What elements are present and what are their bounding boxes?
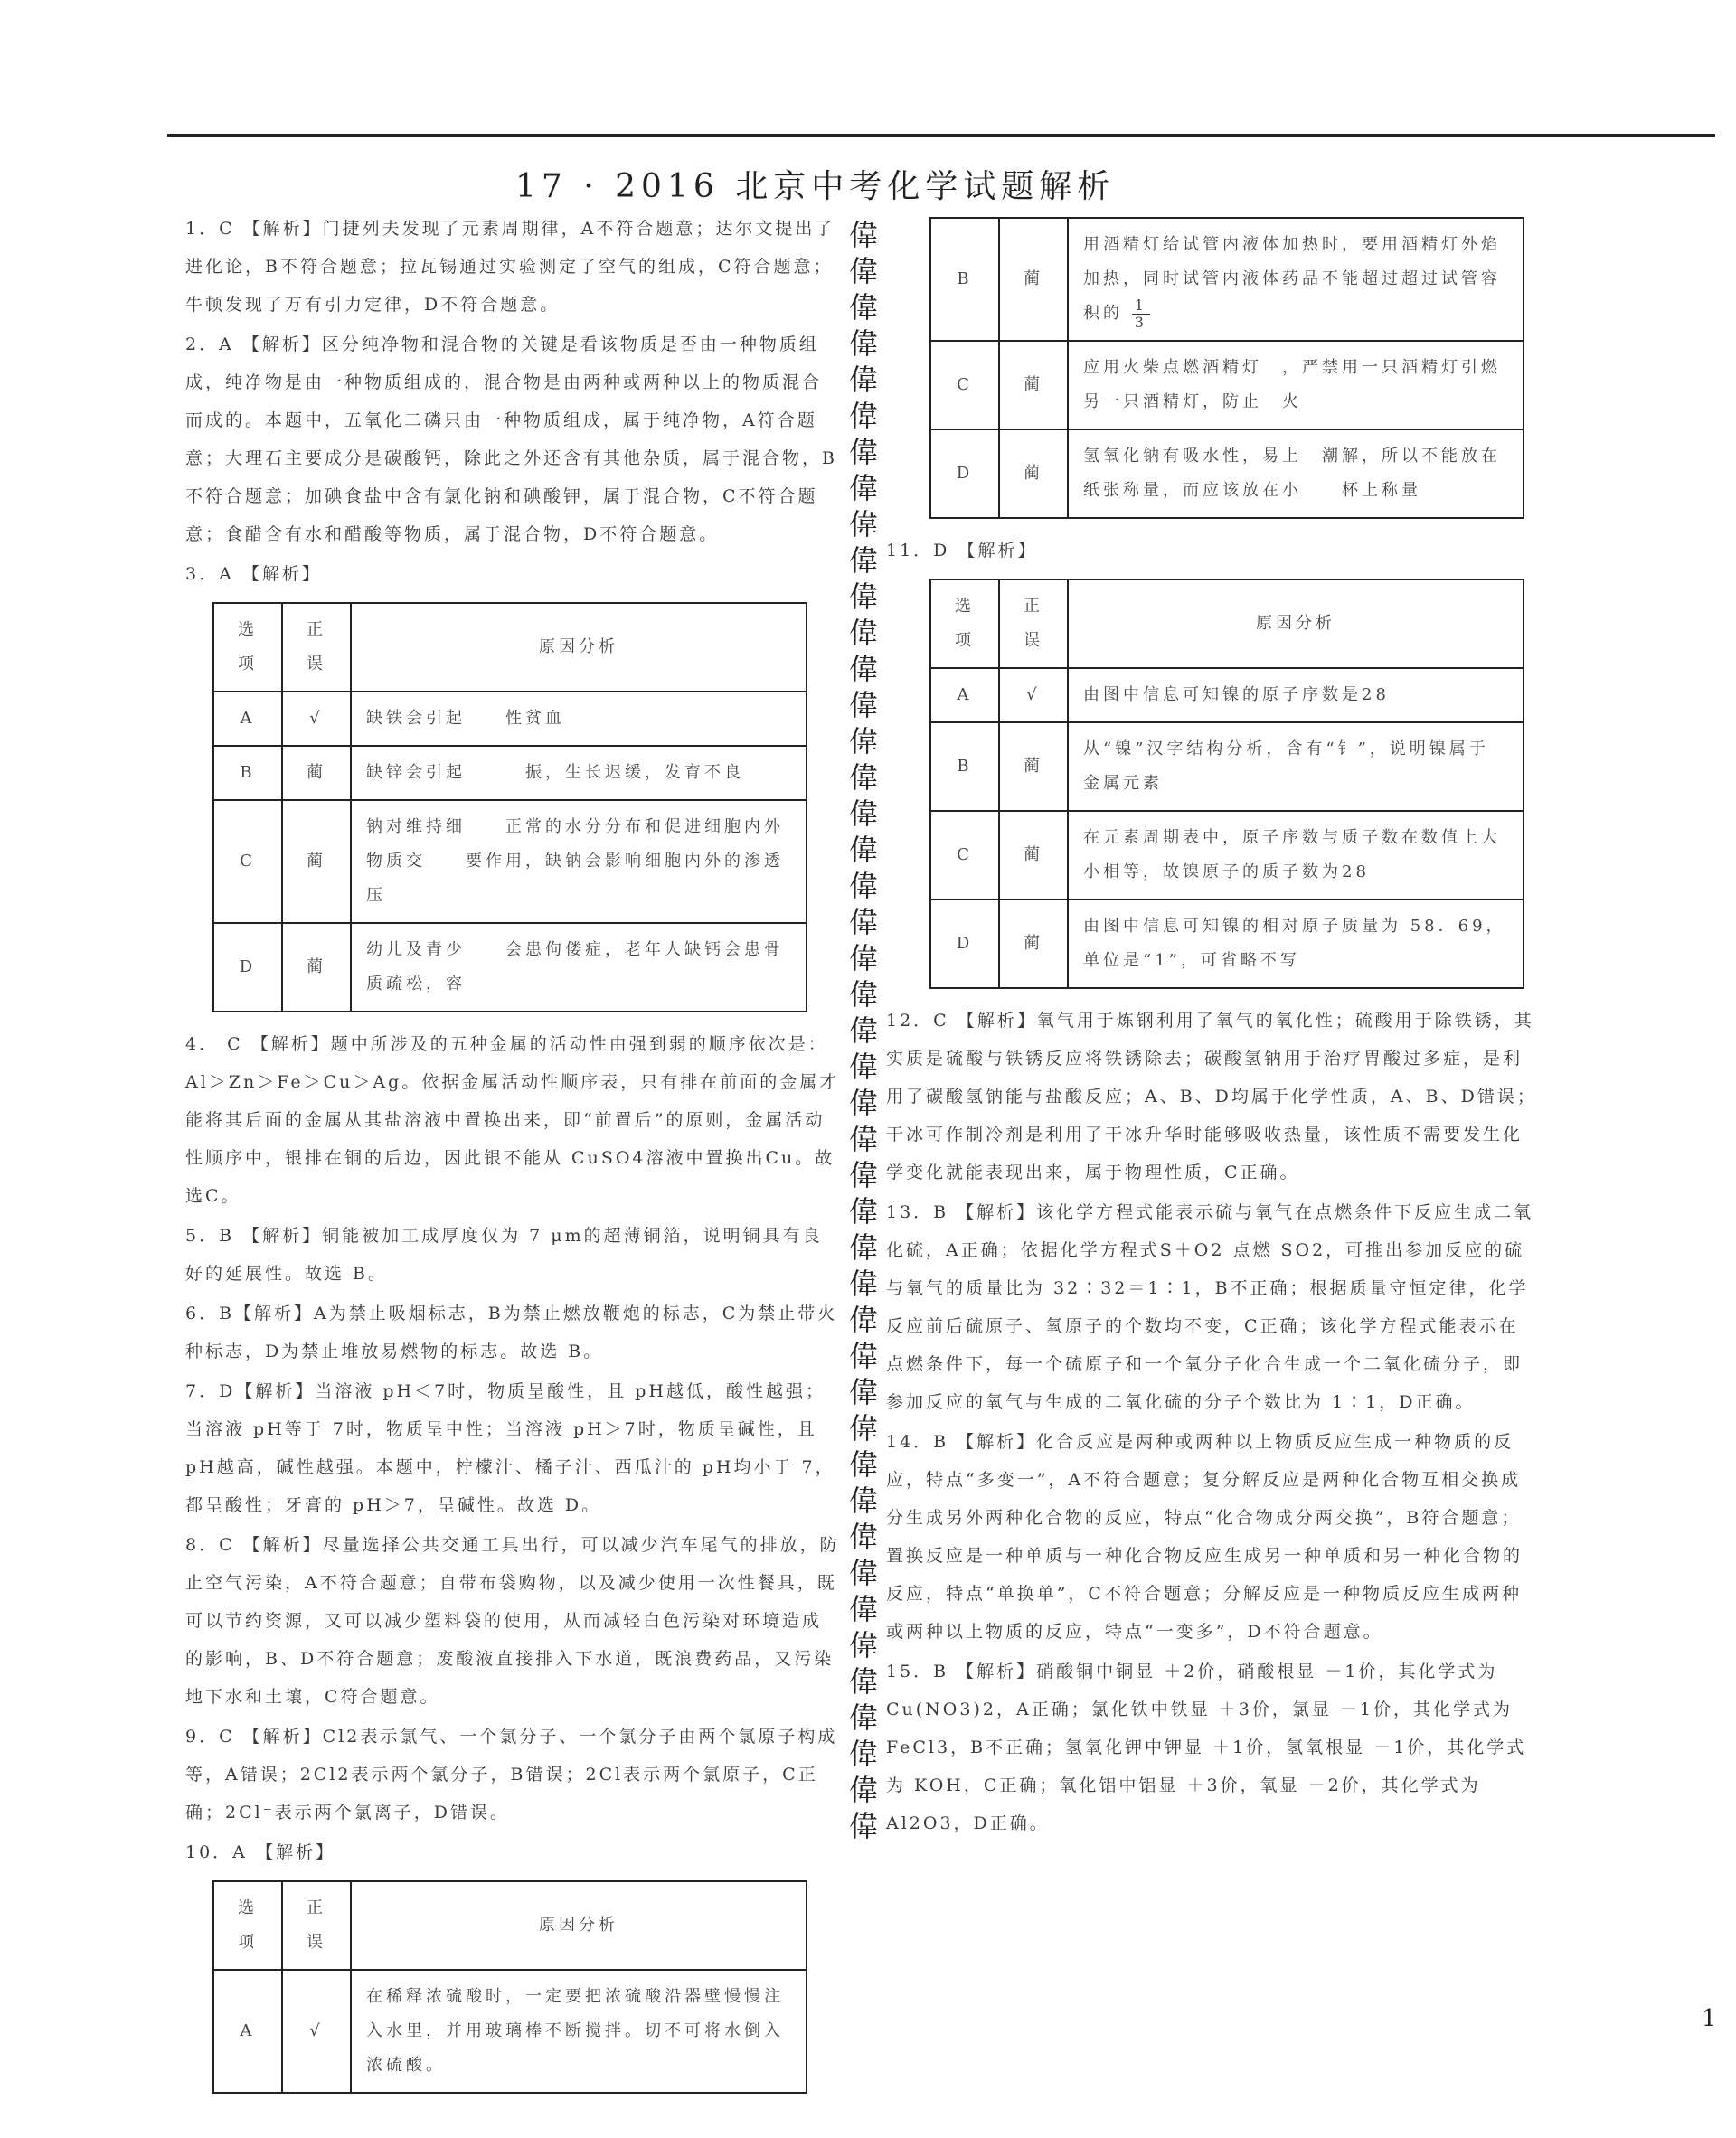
correctness-cell: 蔺 (282, 746, 351, 800)
reason-cell: 由图中信息可知镍的原子序数是28 (1068, 668, 1524, 722)
sidebar-glyph: 偉 (848, 1592, 878, 1626)
sidebar-glyph: 偉 (848, 1267, 878, 1301)
header-reason: 原因分析 (1068, 579, 1524, 668)
table-row (930, 218, 1524, 341)
sidebar-glyph: 偉 (848, 1230, 878, 1265)
sidebar-glyph: 偉 (848, 1773, 878, 1807)
answer-5: 5．B 【解析】铜能被加工成厚度仅为 7 μm的超薄铜箔，说明铜具有良好的延展性。故选 B。 (185, 1226, 823, 1284)
answer-2: 2．A 【解析】区分纯净物和混合物的关键是看该物质是否由一种物质组成，纯净物是由一种物质组成的，混合物是由两种或两种以上的物质混合而成的。本题中，五氧化二磷只由一种物质组成，属于纯净物，A符合题意；大理石主要成分是碳酸钙，除此之外还含有其他杂质，属于混合物，B不符合题意；加碘食盐中含有氯化钠和碘酸钾，属于混合物，C不符合题意；食醋含有水和醋酸等物质，属于混合物，D不符合题意。 (185, 334, 837, 544)
answer-1: 1．C 【解析】门捷列夫发现了元素周期律，A不符合题意；达尔文提出了进化论，B不符合题意；拉瓦锡通过实验测定了空气的组成，C符合题意；牛顿发现了万有引力定律，D不符合题意。 (185, 219, 835, 315)
sidebar-glyph: 偉 (848, 1556, 878, 1590)
table-row (930, 341, 1524, 429)
option-cell: D (930, 429, 999, 518)
sidebar-glyph: 偉 (848, 290, 878, 325)
sidebar-glyph: 偉 (848, 833, 878, 867)
sidebar-glyph: 偉 (848, 543, 878, 578)
answer-12: 12．C 【解析】氧气用于炼钢利用了氧气的氧化性；硫酸用于除铁锈，其实质是硫酸与铁锈反应将铁锈除去；碳酸氢钠用于治疗胃酸过多症，是利用了碳酸氢钠能与盐酸反应；A、B、D均属于化学性质，A、B、D错误；干冰可作制冷剂是利用了干冰升华时能够吸收热量，该性质不需要发生化学变化就能表现出来，属于物理性质，C正确。 (886, 1011, 1537, 1182)
sidebar-glyph: 偉 (848, 1737, 878, 1771)
header-rule (167, 134, 1715, 137)
option-cell: C (930, 341, 999, 429)
reason-cell: 由图中信息可知镍的相对原子质量为 58．69，单位是“1”，可省略不写 (1068, 899, 1524, 988)
header-option: 选项 (213, 603, 282, 692)
option-cell: D (213, 923, 282, 1012)
sidebar-glyph: 偉 (848, 796, 878, 831)
table-q10 (212, 1880, 807, 2094)
header-reason: 原因分析 (351, 1881, 807, 1970)
sidebar-glyph: 偉 (848, 1447, 878, 1482)
reason-cell: 幼儿及青少 会患佝偻症，老年人缺钙会患骨质疏松，容 (351, 923, 807, 1012)
table-row (930, 668, 1524, 722)
reason-cell (1068, 218, 1524, 341)
reason-cell: 氢氧化钠有吸水性，易上 潮解，所以不能放在纸张称量，而应该放在小 杯上称量 (1068, 429, 1524, 518)
sidebar-glyph: 偉 (848, 435, 878, 469)
option-cell: A (930, 668, 999, 722)
correctness-cell: 蔺 (999, 341, 1068, 429)
table-row (213, 800, 807, 923)
reason-cell: 钠对维持细 正常的水分分布和促进细胞内外物质交 要作用，缺钠会影响细胞内外的渗透压 (351, 800, 807, 923)
sidebar-glyph: 偉 (848, 1483, 878, 1518)
sidebar-glyph: 偉 (848, 652, 878, 686)
reason-cell: 缺锌会引起 振，生长迟缓，发育不良 (351, 746, 807, 800)
table-q3 (212, 602, 807, 1012)
option-cell: A (213, 1970, 282, 2093)
answer-4: 4． C 【解析】题中所涉及的五种金属的活动性由强到弱的顺序依次是：Al＞Zn＞Fe＞Cu＞Ag。依据金属活动性顺序表，只有排在前面的金属才能将其后面的金属从其盐溶液中置换出来，即“前置后”的原则，金属活动性顺序中，银排在铜的后边，因此银不能从 CuSO4溶液中置换出Cu。故选C。 (185, 1034, 840, 1206)
answer-15: 15．B 【解析】硝酸铜中铜显 ＋2价，硝酸根显 －1价，其化学式为Cu(NO3)2，A正确；氯化铁中铁显 ＋3价，氯显 －1价，其化学式为 FeCl3，B不正确；氢氧化钾中钾显 ＋1价，氢氧根显 －1价，其化学式为 KOH，C正确；氧化铝中铝显 ＋3价，氧显 －2价，其化学式为 Al2O3，D正确。 (886, 1662, 1527, 1833)
option-cell: A (213, 692, 282, 746)
reason-cell: 在稀释浓硫酸时，一定要把浓硫酸沿器壁慢慢注入水里，并用玻璃棒不断搅拌。切不可将水倒入浓硫酸。 (351, 1970, 807, 2093)
answer-11-head: 11．D 【解析】 (886, 541, 1038, 560)
sidebar-glyph: 偉 (848, 579, 878, 614)
sidebar-glyph: 偉 (848, 616, 878, 650)
sidebar-glyph: 偉 (848, 1122, 878, 1156)
header-option: 选项 (930, 579, 999, 668)
table-row (213, 746, 807, 800)
sidebar-glyph: 偉 (848, 1158, 878, 1192)
sidebar-glyph: 偉 (848, 1809, 878, 1843)
answer-14: 14．B 【解析】化合反应是两种或两种以上物质反应生成一种物质的反应，特点“多变一”，A不符合题意；复分解反应是两种化合物互相交换成分生成另外两种化合物的反应，特点“化合物成分两交换”，B符合题意；置换反应是一种单质与一种化合物反应生成另一种单质和另一种化合物的反应，特点“单换单”，C不符合题意；分解反应是一种物质反应生成两种或两种以上物质的反应，特点“一变多”，D不符合题意。 (886, 1432, 1524, 1642)
sidebar-glyph: 偉 (848, 1339, 878, 1373)
answer-9: 9．C 【解析】Cl2表示氯气、一个氯分子、一个氯分子由两个氯原子构成等，A错误；2Cl2表示两个氯分子，B错误；2Cl表示两个氯原子，C正确；2Cl⁻表示两个氯离子，D错误。 (185, 1727, 838, 1822)
correctness-cell: 蔺 (282, 800, 351, 923)
sidebar-glyph: 偉 (848, 399, 878, 433)
header-reason: 原因分析 (351, 603, 807, 692)
sidebar-glyph: 偉 (848, 218, 878, 252)
table-row (930, 429, 1524, 518)
table-q11 (929, 579, 1524, 989)
sidebar-glyph-strip (845, 217, 882, 1844)
option-cell: C (930, 811, 999, 899)
answer-10-head: 10．A 【解析】 (185, 1842, 335, 1862)
answer-13: 13．B 【解析】该化学方程式能表示硫与氧气在点燃条件下反应生成二氧化硫，A正确；依据化学方程式S＋O2 点燃 SO2，可推出参加反应的硫与氧气的质量比为 32∶32＝1∶1，B不正确；根据质量守恒定律，化学反应前后硫原子、氧原子的个数均不变，C正确；该化学方程式能表示在点燃条件下，每一个硫原子和一个氧分子化合生成一个二氧化硫分子，即参加反应的氧气与生成的二氧化硫的分子个数比为 1∶1，D正确。 (886, 1202, 1534, 1412)
sidebar-glyph: 偉 (848, 869, 878, 903)
right-column (886, 210, 1537, 1844)
table-row (930, 811, 1524, 899)
sidebar-glyph: 偉 (848, 724, 878, 758)
reason-cell: 应用火柴点燃酒精灯 ，严禁用一只酒精灯引燃另一只酒精灯，防止 火 (1068, 341, 1524, 429)
sidebar-glyph: 偉 (848, 1700, 878, 1735)
correctness-cell: 蔺 (999, 218, 1068, 341)
sidebar-glyph: 偉 (848, 1411, 878, 1446)
sidebar-glyph: 偉 (848, 1194, 878, 1229)
sidebar-glyph: 偉 (848, 941, 878, 975)
correctness-cell: √ (282, 1970, 351, 2093)
option-cell: B (930, 218, 999, 341)
header-correctness: 正误 (282, 603, 351, 692)
correctness-cell: 蔺 (999, 899, 1068, 988)
table-row (930, 899, 1524, 988)
answer-8: 8．C 【解析】尽量选择公共交通工具出行，可以减少汽车尾气的排放，防止空气污染，A不符合题意；自带布袋购物，以及减少使用一次性餐具，既可以节约资源，又可以减少塑料袋的使用，从而减轻白色污染对环境造成的影响，B、D不符合题意；废酸液直接排入下水道，既浪费药品，又污染地下水和土壤，C符合题意。 (185, 1535, 840, 1707)
left-column (185, 210, 841, 2106)
sidebar-glyph: 偉 (848, 977, 878, 1012)
answer-7: 7．D【解析】当溶液 pH＜7时，物质呈酸性，且 pH越低，酸性越强；当溶液 pH等于 7时，物质呈中性；当溶液 pH＞7时，物质呈碱性，且 pH越高，碱性越强。本题中，柠檬汁、橘子汁、西瓜汁的 pH均小于 7，都呈酸性；牙膏的 pH＞7，呈碱性。故选 D。 (185, 1381, 835, 1515)
sidebar-glyph: 偉 (848, 363, 878, 397)
table-q10-continued (929, 217, 1524, 519)
page-title: 17 · 2016 北京中考化学试题解析 (515, 168, 1116, 205)
table-row (930, 722, 1524, 811)
correctness-cell: √ (282, 692, 351, 746)
reason-cell: 在元素周期表中，原子序数与质子数在数值上大小相等，故镍原子的质子数为28 (1068, 811, 1524, 899)
sidebar-glyph: 偉 (848, 254, 878, 288)
sidebar-glyph: 偉 (848, 1628, 878, 1662)
table-row (213, 923, 807, 1012)
sidebar-glyph: 偉 (848, 507, 878, 542)
option-cell: B (930, 722, 999, 811)
reason-cell: 缺铁会引起 性贫血 (351, 692, 807, 746)
answer-3-head: 3．A 【解析】 (185, 564, 322, 584)
fraction-denominator: 3 (1134, 313, 1147, 331)
table-header-row (213, 603, 807, 692)
sidebar-glyph: 偉 (848, 1375, 878, 1409)
sidebar-glyph: 偉 (848, 1013, 878, 1048)
table-header-row (213, 1881, 807, 1970)
fraction-numerator: 1 (1132, 297, 1150, 315)
correctness-cell: 蔺 (282, 923, 351, 1012)
sidebar-glyph: 偉 (848, 760, 878, 795)
correctness-cell: 蔺 (999, 722, 1068, 811)
sidebar-glyph: 偉 (848, 905, 878, 939)
sidebar-glyph: 偉 (848, 1520, 878, 1554)
header-correctness: 正误 (282, 1881, 351, 1970)
sidebar-glyph: 偉 (848, 688, 878, 722)
correctness-cell: 蔺 (999, 429, 1068, 518)
sidebar-glyph: 偉 (848, 471, 878, 505)
option-cell: C (213, 800, 282, 923)
correctness-cell: 蔺 (999, 811, 1068, 899)
option-cell: B (213, 746, 282, 800)
sidebar-glyph: 偉 (848, 326, 878, 361)
header-option: 选项 (213, 1881, 282, 1970)
sidebar-glyph: 偉 (848, 1050, 878, 1084)
sidebar-glyph: 偉 (848, 1086, 878, 1120)
table-row (213, 1970, 807, 2093)
option-cell: D (930, 899, 999, 988)
page-number: 1 (1702, 2005, 1717, 2032)
table-header-row (930, 579, 1524, 668)
table-row (213, 692, 807, 746)
header-correctness: 正误 (999, 579, 1068, 668)
correctness-cell: √ (999, 668, 1068, 722)
sidebar-glyph: 偉 (848, 1664, 878, 1699)
reason-text: 用酒精灯给试管内液体加热时，要用酒精灯外焰加热，同时试管内液体药品不能超过超过试管容积的 (1083, 235, 1501, 323)
fraction (1132, 297, 1150, 331)
reason-cell: 从“镍”汉字结构分析，含有“钅”，说明镍属于金属元素 (1068, 722, 1524, 811)
sidebar-glyph: 偉 (848, 1303, 878, 1337)
answer-6: 6．B【解析】A为禁止吸烟标志，B为禁止燃放鞭炮的标志，C为禁止带火种标志，D为禁止堆放易燃物的标志。故选 B。 (185, 1304, 838, 1361)
